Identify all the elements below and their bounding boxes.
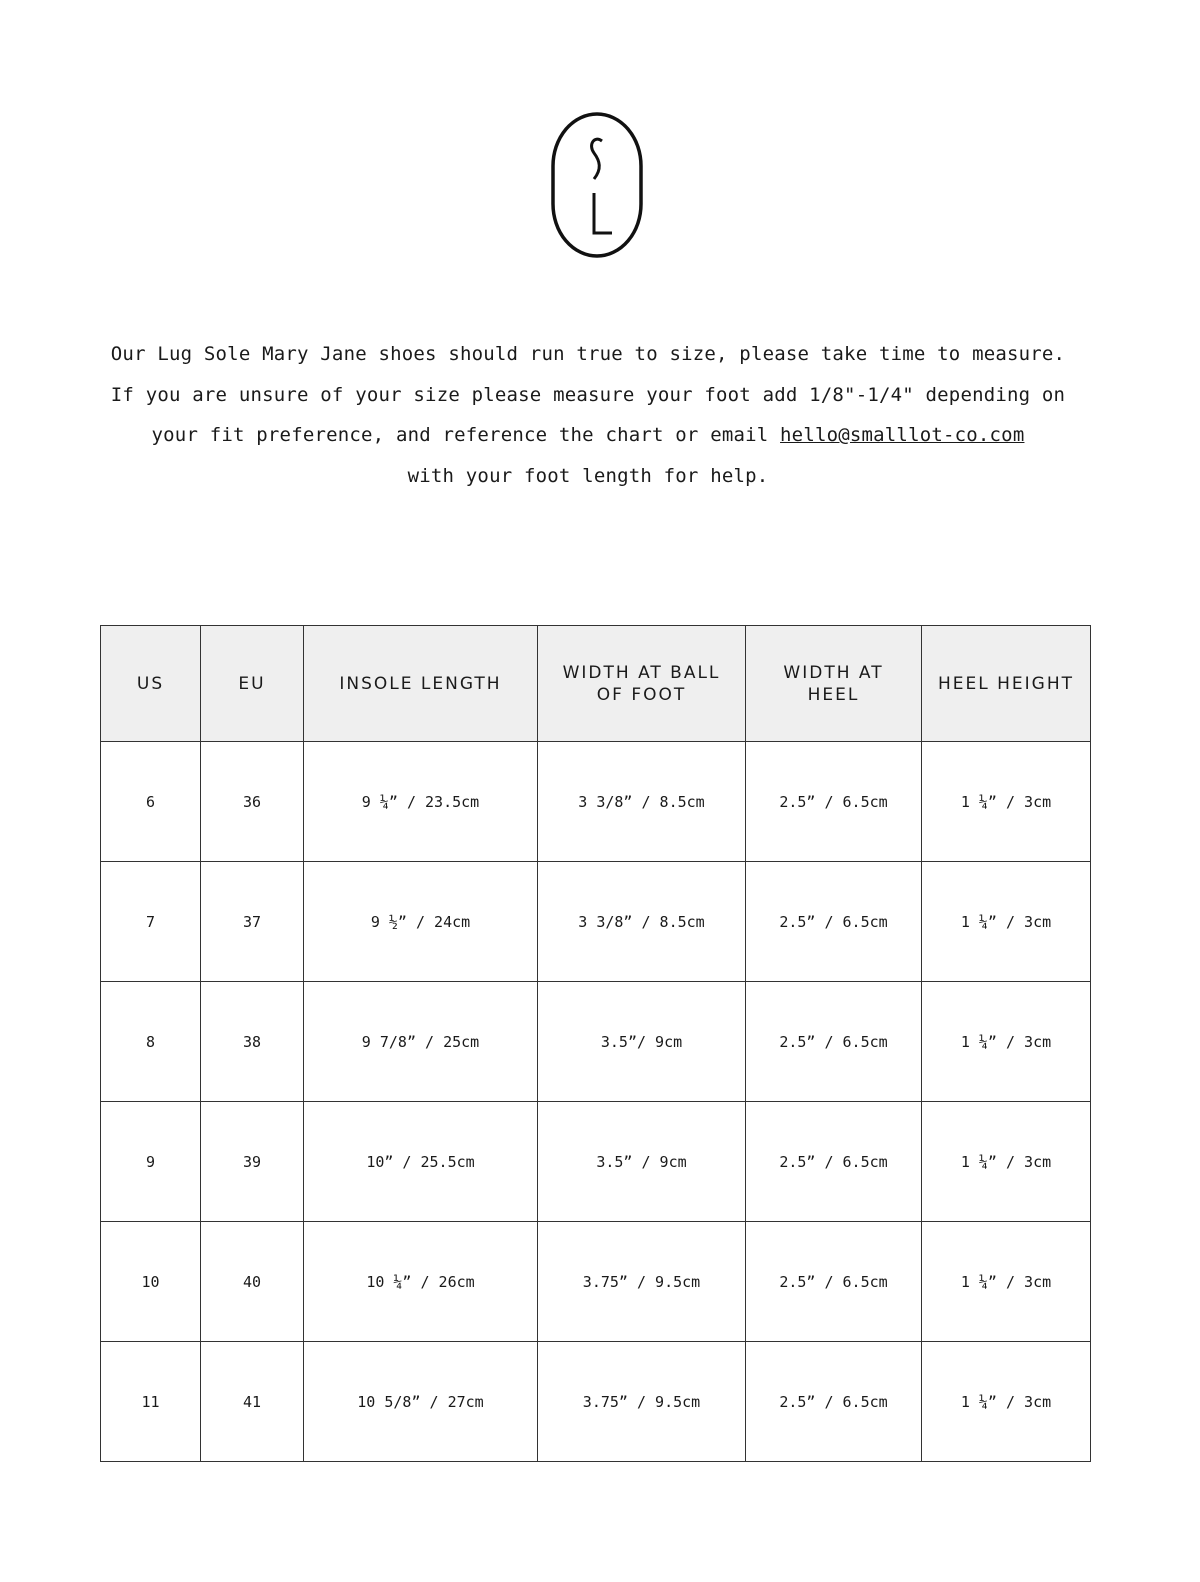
- table-cell: 9 7/8” / 25cm: [304, 982, 538, 1102]
- size-chart-table: [100, 625, 1091, 1462]
- table-cell: 6: [101, 742, 201, 862]
- table-cell: 9: [101, 1102, 201, 1222]
- intro-text-span: your fit preference, and reference the chart or email: [151, 424, 781, 446]
- table-cell: 2.5” / 6.5cm: [746, 1222, 922, 1342]
- table-cell: 2.5” / 6.5cm: [746, 1342, 922, 1462]
- table-cell: 37: [201, 862, 304, 982]
- intro-text: [0, 334, 1176, 496]
- table-cell: 39: [201, 1102, 304, 1222]
- column-header: INSOLE LENGTH: [304, 626, 538, 742]
- table-cell: 1 ¼” / 3cm: [922, 862, 1091, 982]
- table-cell: 3.75” / 9.5cm: [538, 1222, 746, 1342]
- table-cell: 3.5”/ 9cm: [538, 982, 746, 1102]
- table-cell: 3 3/8” / 8.5cm: [538, 742, 746, 862]
- table-cell: 9 ¼” / 23.5cm: [304, 742, 538, 862]
- table-cell: 1 ¼” / 3cm: [922, 982, 1091, 1102]
- intro-line: [0, 415, 1176, 456]
- table-cell: 2.5” / 6.5cm: [746, 862, 922, 982]
- column-header: WIDTH AT HEEL: [746, 626, 922, 742]
- table-cell: 3.5” / 9cm: [538, 1102, 746, 1222]
- table-cell: 2.5” / 6.5cm: [746, 742, 922, 862]
- email-link[interactable]: hello@smalllot-co.com: [780, 424, 1025, 446]
- table-cell: 41: [201, 1342, 304, 1462]
- table-cell: 2.5” / 6.5cm: [746, 1102, 922, 1222]
- intro-line: with your foot length for help.: [407, 464, 769, 487]
- table-row: [101, 1222, 1091, 1342]
- table-row: [101, 862, 1091, 982]
- column-header: EU: [201, 626, 304, 742]
- table-header-row: [101, 626, 1091, 742]
- table-cell: 7: [101, 862, 201, 982]
- table-cell: 9 ½” / 24cm: [304, 862, 538, 982]
- table-cell: 1 ¼” / 3cm: [922, 742, 1091, 862]
- intro-line: If you are unsure of your size please measure your foot add 1/8"-1/4" depending on: [110, 383, 1066, 406]
- table-row: [101, 982, 1091, 1102]
- table-cell: 36: [201, 742, 304, 862]
- table-cell: 1 ¼” / 3cm: [922, 1102, 1091, 1222]
- table-cell: 1 ¼” / 3cm: [922, 1222, 1091, 1342]
- column-header: WIDTH AT BALL OF FOOT: [538, 626, 746, 742]
- table-cell: 10 5/8” / 27cm: [304, 1342, 538, 1462]
- table-cell: 10” / 25.5cm: [304, 1102, 538, 1222]
- table-row: [101, 1102, 1091, 1222]
- table-cell: 3.75” / 9.5cm: [538, 1342, 746, 1462]
- table-cell: 40: [201, 1222, 304, 1342]
- table-cell: 8: [101, 982, 201, 1102]
- intro-line: Our Lug Sole Mary Jane shoes should run true to size, please take time to measure.: [110, 343, 1066, 365]
- table-cell: 3 3/8” / 8.5cm: [538, 862, 746, 982]
- table-row: [101, 1342, 1091, 1462]
- table-cell: 38: [201, 982, 304, 1102]
- column-header: HEEL HEIGHT: [922, 626, 1091, 742]
- table-cell: 1 ¼” / 3cm: [922, 1342, 1091, 1462]
- brand-logo: [550, 111, 644, 259]
- column-header: US: [101, 626, 201, 742]
- table-row: [101, 742, 1091, 862]
- table-cell: 11: [101, 1342, 201, 1462]
- table-cell: 2.5” / 6.5cm: [746, 982, 922, 1102]
- table-cell: 10: [101, 1222, 201, 1342]
- table-cell: 10 ¼” / 26cm: [304, 1222, 538, 1342]
